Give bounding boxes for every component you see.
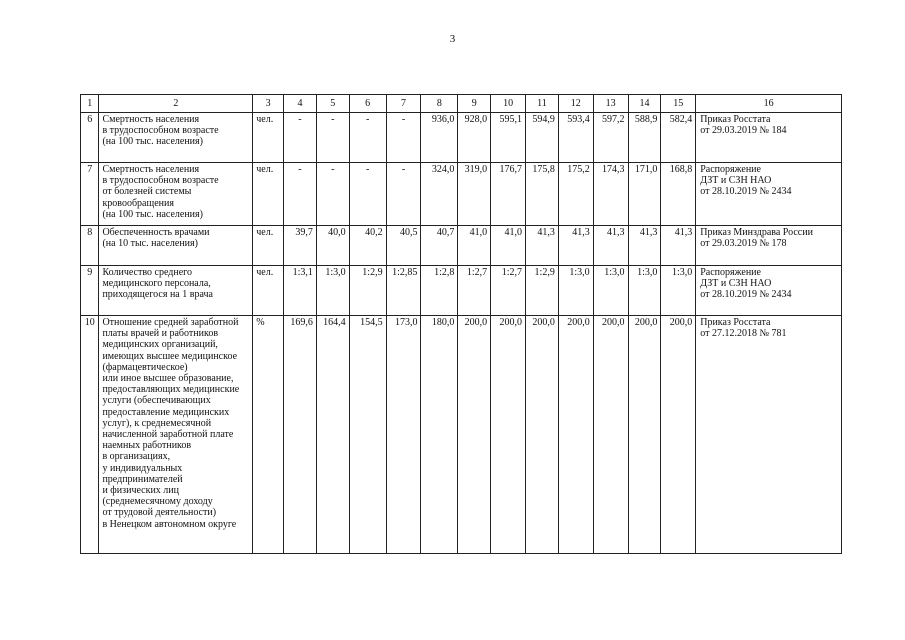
- value-cell: 174,3: [593, 163, 628, 226]
- value-cell: 1:2,8: [421, 266, 458, 316]
- unit-cell: чел.: [253, 113, 284, 163]
- header-col-4: 4: [284, 95, 317, 113]
- value-cell: 1:3,0: [628, 266, 661, 316]
- value-cell: 175,2: [558, 163, 593, 226]
- value-cell: 1:3,0: [661, 266, 696, 316]
- value-cell: -: [284, 113, 317, 163]
- header-col-9: 9: [458, 95, 491, 113]
- value-cell: -: [386, 113, 421, 163]
- header-col-13: 13: [593, 95, 628, 113]
- indicator-name: Смертность населения в трудоспособном возрасте от болезней системы кровообращения (на 100 тыс. населения): [99, 163, 253, 226]
- page-number: 3: [449, 33, 456, 45]
- row-number: 8: [81, 226, 99, 266]
- header-col-5: 5: [316, 95, 349, 113]
- header-col-8: 8: [421, 95, 458, 113]
- value-cell: 1:2,9: [349, 266, 386, 316]
- value-cell: 41,3: [661, 226, 696, 266]
- table-row: [81, 266, 842, 316]
- unit-cell: чел.: [253, 266, 284, 316]
- source-document: Распоряжение ДЗТ и СЗН НАО от 28.10.2019 № 2434: [696, 163, 842, 226]
- column-number-header-row: [81, 95, 842, 113]
- header-col-14: 14: [628, 95, 661, 113]
- value-cell: 936,0: [421, 113, 458, 163]
- value-cell: 39,7: [284, 226, 317, 266]
- value-cell: 200,0: [526, 316, 559, 554]
- indicators-table: [80, 94, 842, 554]
- value-cell: 1:3,0: [593, 266, 628, 316]
- value-cell: 173,0: [386, 316, 421, 554]
- value-cell: 176,7: [491, 163, 526, 226]
- value-cell: -: [316, 163, 349, 226]
- source-document: Приказ Минздрава России от 29.03.2019 № 178: [696, 226, 842, 266]
- value-cell: 593,4: [558, 113, 593, 163]
- source-document: Распоряжение ДЗТ и СЗН НАО от 28.10.2019 № 2434: [696, 266, 842, 316]
- value-cell: -: [349, 163, 386, 226]
- header-col-3: 3: [253, 95, 284, 113]
- header-col-15: 15: [661, 95, 696, 113]
- value-cell: 588,9: [628, 113, 661, 163]
- value-cell: 1:2,7: [491, 266, 526, 316]
- unit-cell: чел.: [253, 226, 284, 266]
- value-cell: 324,0: [421, 163, 458, 226]
- source-document: Приказ Росстата от 27.12.2018 № 781: [696, 316, 842, 554]
- value-cell: 1:2,7: [458, 266, 491, 316]
- value-cell: 200,0: [491, 316, 526, 554]
- value-cell: 41,0: [491, 226, 526, 266]
- value-cell: 1:3,0: [316, 266, 349, 316]
- indicator-name: Смертность населения в трудоспособном возрасте (на 100 тыс. населения): [99, 113, 253, 163]
- value-cell: 597,2: [593, 113, 628, 163]
- value-cell: 928,0: [458, 113, 491, 163]
- header-col-6: 6: [349, 95, 386, 113]
- value-cell: -: [316, 113, 349, 163]
- header-col-16: 16: [696, 95, 842, 113]
- value-cell: 154,5: [349, 316, 386, 554]
- row-number: 7: [81, 163, 99, 226]
- header-col-10: 10: [491, 95, 526, 113]
- value-cell: 200,0: [458, 316, 491, 554]
- value-cell: 40,2: [349, 226, 386, 266]
- unit-cell: %: [253, 316, 284, 554]
- value-cell: 40,0: [316, 226, 349, 266]
- source-document: Приказ Росстата от 29.03.2019 № 184: [696, 113, 842, 163]
- value-cell: 41,3: [558, 226, 593, 266]
- value-cell: 168,8: [661, 163, 696, 226]
- value-cell: 319,0: [458, 163, 491, 226]
- value-cell: 175,8: [526, 163, 559, 226]
- header-col-1: 1: [81, 95, 99, 113]
- value-cell: 41,3: [593, 226, 628, 266]
- value-cell: 41,0: [458, 226, 491, 266]
- indicator-name: Обеспеченность врачами (на 10 тыс. населения): [99, 226, 253, 266]
- row-number: 10: [81, 316, 99, 554]
- value-cell: 200,0: [661, 316, 696, 554]
- table-row: [81, 113, 842, 163]
- header-col-12: 12: [558, 95, 593, 113]
- value-cell: 40,5: [386, 226, 421, 266]
- value-cell: 200,0: [593, 316, 628, 554]
- indicator-name: Отношение средней заработной платы врачей и работников медицинских организаций, имеющих высшее медицинское (фармацевтическое) или иное высшее образование, предоставляющих медицинские услуги (обеспечивающих предоставление медицинских услуг), к среднемесячной начисленной заработной плате наемных работников в организациях, у индивидуальных предпринимателей и физических лиц (среднемесячному доходу от трудовой деятельности) в Ненецком автономном округе: [99, 316, 253, 554]
- header-col-2: 2: [99, 95, 253, 113]
- table-row: [81, 163, 842, 226]
- value-cell: 169,6: [284, 316, 317, 554]
- table-row: [81, 316, 842, 554]
- value-cell: -: [386, 163, 421, 226]
- unit-cell: чел.: [253, 163, 284, 226]
- value-cell: 594,9: [526, 113, 559, 163]
- table-row: [81, 226, 842, 266]
- value-cell: 1:2,9: [526, 266, 559, 316]
- row-number: 9: [81, 266, 99, 316]
- value-cell: 164,4: [316, 316, 349, 554]
- value-cell: 200,0: [628, 316, 661, 554]
- indicator-name: Количество среднего медицинского персонала, приходящегося на 1 врача: [99, 266, 253, 316]
- table-body: [81, 95, 842, 554]
- value-cell: 40,7: [421, 226, 458, 266]
- value-cell: 1:3,0: [558, 266, 593, 316]
- header-col-7: 7: [386, 95, 421, 113]
- value-cell: 595,1: [491, 113, 526, 163]
- row-number: 6: [81, 113, 99, 163]
- value-cell: 1:3,1: [284, 266, 317, 316]
- value-cell: 171,0: [628, 163, 661, 226]
- value-cell: 41,3: [628, 226, 661, 266]
- value-cell: 200,0: [558, 316, 593, 554]
- header-col-11: 11: [526, 95, 559, 113]
- value-cell: 180,0: [421, 316, 458, 554]
- value-cell: -: [284, 163, 317, 226]
- value-cell: 1:2,85: [386, 266, 421, 316]
- value-cell: -: [349, 113, 386, 163]
- value-cell: 582,4: [661, 113, 696, 163]
- value-cell: 41,3: [526, 226, 559, 266]
